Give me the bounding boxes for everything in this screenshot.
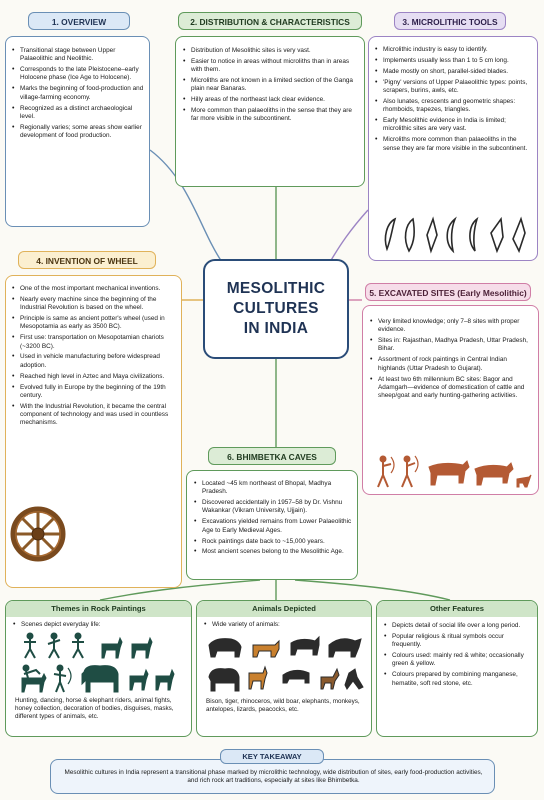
features-item: • Colours used: mainly red & white; occasionally green & yellow. xyxy=(384,652,534,669)
excavated-item: • Assortment of rock paintings in Central Indian highlands (Uttar Pradesh to Gujarat). xyxy=(370,356,536,373)
bhimbetka-item: • Most ancient scenes belong to the Mesolithic Age. xyxy=(194,548,356,556)
features-item: • Popular religious & ritual symbols occur frequently. xyxy=(384,633,534,650)
distribution-list xyxy=(183,47,359,124)
bhimbetka-list xyxy=(194,480,356,557)
tools-item: • 'Pigny' versions of Upper Palaeolithic types: points, scrapers, burins, awls, etc. xyxy=(375,79,535,96)
wheel-item: • Principle is same as ancient potter's wheel (used in Mesopotamia as early as 3500 BC). xyxy=(12,315,179,332)
tools-item: • Also lunates, crescents and geometric shapes: rhomboids, trapezes, triangles. xyxy=(375,98,535,115)
distribution-item: • Microliths are not known in a limited section of the Ganga plain near Banaras. xyxy=(183,77,359,94)
excavated-item: • Sites in: Rajasthan, Madhya Pradesh, Uttar Pradesh, Bihar. xyxy=(370,337,536,354)
features-item: • Depicts detail of social life over a long period. xyxy=(384,622,534,630)
distribution-item: • Distribution of Mesolithic sites is very vast. xyxy=(183,47,359,55)
themes-box xyxy=(5,600,192,737)
distribution-item: • Hilly areas of the northeast lack clear evidence. xyxy=(183,96,359,104)
bhimbetka-item: • Rock paintings date back to ~15,000 years. xyxy=(194,538,356,546)
animals-heading: Animals Depicted xyxy=(197,601,371,617)
overview-item: • Transitional stage between Upper Palaeolithic and Neolithic. xyxy=(12,47,145,64)
wooden-wheel-icon xyxy=(10,506,66,562)
excavated-box xyxy=(362,305,539,495)
overview-list xyxy=(12,47,145,140)
wheel-item: • Used in vehicle manufacturing before widespread adoption. xyxy=(12,353,179,370)
wheel-heading: 4. INVENTION OF WHEEL xyxy=(18,251,156,269)
main-title-box xyxy=(203,259,349,359)
overview-item: • Regionally varies; some areas show earlier development of food production. xyxy=(12,124,145,141)
wheel-item: • With the Industrial Revolution, it became the central component of technology and was used in countless mechanisms. xyxy=(12,403,179,428)
distribution-item: • More common than palaeoliths in the sense that they are far more visible in the subcontinent. xyxy=(183,107,359,124)
distribution-item: • Easier to notice in areas without microliths than in areas with them. xyxy=(183,58,359,75)
excavated-list xyxy=(370,318,536,400)
takeaway-heading: KEY TAKEAWAY xyxy=(220,749,324,764)
features-heading: Other Features xyxy=(377,601,537,617)
takeaway-box xyxy=(50,759,495,794)
overview-item: • Corresponds to the late Pleistocene–early Holocene phase (Ice Age to Holocene). xyxy=(12,66,145,83)
main-title: MESOLITHIC CULTURES IN INDIA xyxy=(226,280,326,337)
wheel-list xyxy=(12,285,179,428)
bhimbetka-item: • Located ~45 km northeast of Bhopal, Madhya Pradesh. xyxy=(194,480,356,497)
rock-painting-hunters-icon xyxy=(373,453,533,491)
wheel-item: • Reached high level in Aztec and Maya civilizations. xyxy=(12,373,179,381)
animals-description: Bison, tiger, rhinoceros, wild boar, elephants, monkeys, antelopes, lizards, peacocks, etc. xyxy=(206,698,360,714)
tools-list xyxy=(375,46,535,153)
rock-art-figures-icon xyxy=(20,632,180,694)
bhimbetka-heading: 6. BHIMBETKA CAVES xyxy=(208,447,336,465)
features-box xyxy=(376,600,538,737)
themes-intro: • Scenes depict everyday life: xyxy=(13,621,188,629)
themes-heading: Themes in Rock Paintings xyxy=(6,601,191,617)
bhimbetka-box xyxy=(186,470,358,580)
excavated-heading: 5. EXCAVATED SITES (Early Mesolithic) xyxy=(365,283,531,301)
tools-item: • Made mostly on short, parallel-sided blades. xyxy=(375,68,535,76)
tools-item: • Implements usually less than 1 to 5 cm long. xyxy=(375,57,535,65)
themes-description: Hunting, dancing, horse & elephant riders, animal fights, honey collection, decoration of bodies, disguises, masks, different types of animals, etc. xyxy=(15,697,174,721)
animals-intro: • Wide variety of animals: xyxy=(204,621,369,629)
tools-heading: 3. MICROLITHIC TOOLS xyxy=(394,12,506,30)
wheel-item: • One of the most important mechanical inventions. xyxy=(12,285,179,293)
microlith-tools-icon xyxy=(379,215,529,255)
distribution-box xyxy=(175,36,365,187)
features-list xyxy=(384,622,534,688)
wheel-item: • Nearly every machine since the beginning of the Industrial Revolution is based on the wheel. xyxy=(12,296,179,313)
overview-item: • Marks the beginning of food-production and village-farming economy. xyxy=(12,85,145,102)
tools-item: • Early Mesolithic evidence in India is limited; microlithic sites are very vast. xyxy=(375,117,535,134)
features-item: • Colours prepared by combining manganese, hematite, soft red stone, etc. xyxy=(384,671,534,688)
overview-box xyxy=(5,36,150,227)
wheel-item: • First use: transportation on Mesopotamian chariots (~3200 BC). xyxy=(12,334,179,351)
tools-item: • Microlithic industry is easy to identify. xyxy=(375,46,535,54)
tools-item: • Microliths more common than palaeoliths in the sense they are far more visible in the subcontinent. xyxy=(375,136,535,153)
excavated-item: • Very limited knowledge; only 7–8 sites with proper evidence. xyxy=(370,318,536,335)
wheel-box xyxy=(5,275,182,588)
excavated-item: • At least two 6th millennium BC sites: Bagor and Adamgarh—evidence of domestication of cattle and sheep/goat and early hunting-gathering activities. xyxy=(370,376,536,401)
distribution-heading: 2. DISTRIBUTION & CHARACTERISTICS xyxy=(178,12,362,30)
bhimbetka-item: • Excavations yielded remains from Lower Palaeolithic Age to Early Medieval Ages. xyxy=(194,518,356,535)
takeaway-text: Mesolithic cultures in India represent a transitional phase marked by microlithic technology, wide distribution of sites, early food-production activities, and rich rock art traditions, especially at sites like Bhimbetka. xyxy=(64,769,483,785)
overview-item: • Recognized as a distinct archaeological level. xyxy=(12,105,145,122)
wheel-item: • Evolved fully in Europe by the beginning of the 19th century. xyxy=(12,384,179,401)
tools-box xyxy=(368,36,538,261)
overview-heading: 1. OVERVIEW xyxy=(28,12,130,30)
bhimbetka-item: • Discovered accidentally in 1957–58 by Dr. Vishnu Wakankar (Vikram University, Ujjain). xyxy=(194,499,356,516)
animals-figures-icon xyxy=(205,633,367,695)
animals-box xyxy=(196,600,372,737)
